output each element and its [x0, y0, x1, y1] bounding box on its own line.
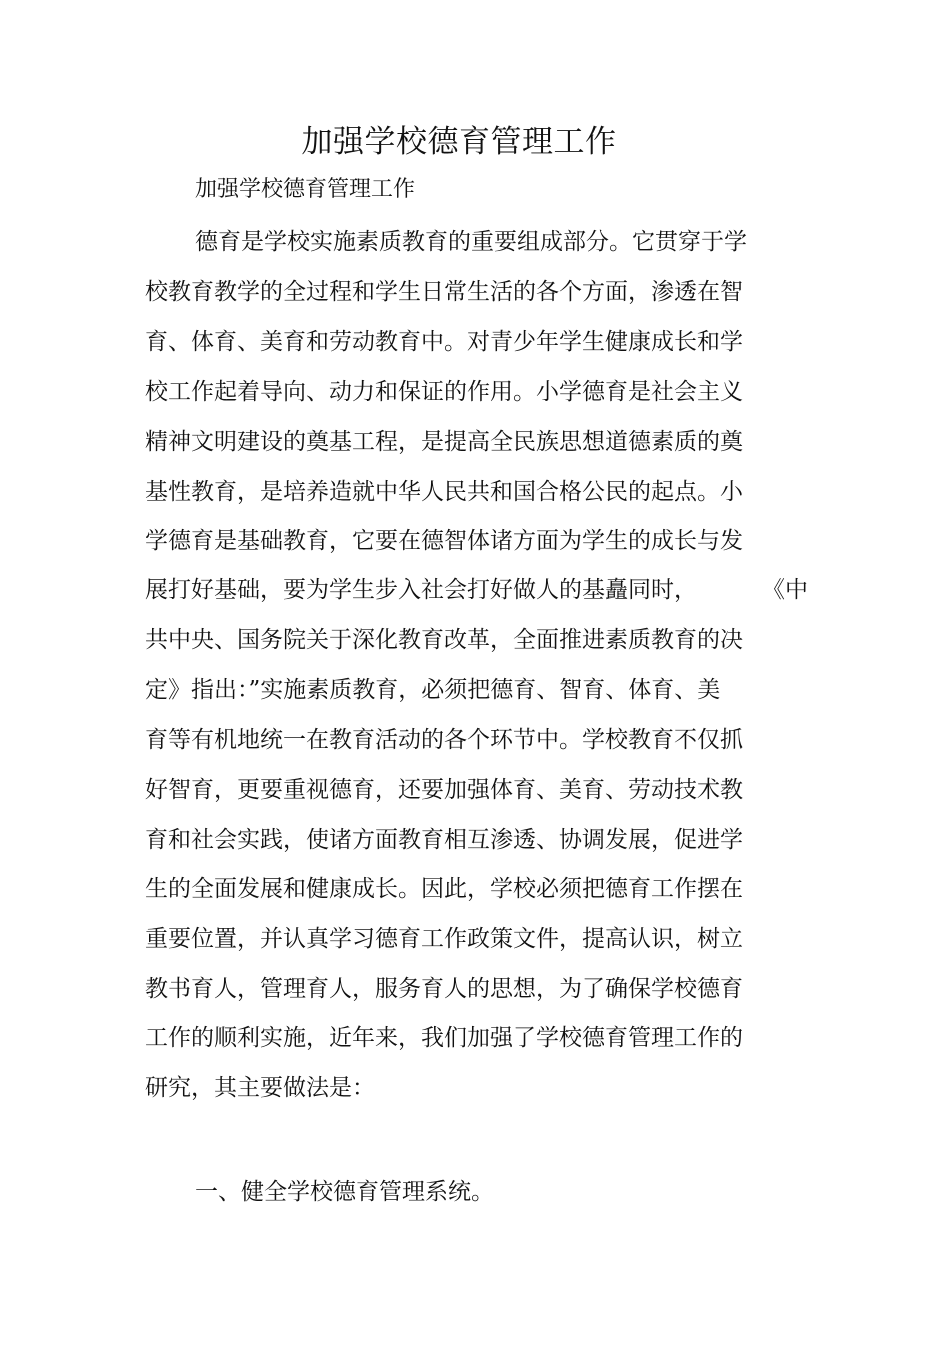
- paragraph-line: 育等有机地统一在教育活动的各个环节中。学校教育不仅抓: [145, 727, 743, 753]
- section-heading: 一、健全学校德育管理系统。: [195, 1179, 494, 1205]
- paragraph-line: 好智育，更要重视德育，还要加强体育、美育、劳动技术教: [145, 777, 743, 803]
- paragraph-line: 育和社会实践，使诸方面教育相互渗透、协调发展，促进学: [145, 827, 743, 853]
- paragraph-line: 定》指出：”实施素质教育，必须把德育、智育、体育、美: [145, 677, 721, 703]
- paragraph-line: 生的全面发展和健康成长。因此，学校必须把德育工作摆在: [145, 876, 743, 902]
- paragraph-line: 基性教育，是培养造就中华人民共和国合格公民的起点。小: [145, 479, 743, 505]
- paragraph-line: 育、体育、美育和劳动教育中。对青少年学生健康成长和学: [145, 329, 743, 355]
- paragraph-line: 德育是学校实施素质教育的重要组成部分。它贯穿于学: [195, 229, 747, 255]
- paragraph-line: 研究，其主要做法是：: [145, 1075, 375, 1101]
- document-title: 加强学校德育管理工作: [301, 124, 617, 160]
- paragraph-line-trailing-text: 《中: [762, 577, 808, 603]
- paragraph-line: 校教育教学的全过程和学生日常生活的各个方面，渗透在智: [145, 279, 743, 305]
- paragraph-line: 教书育人，管理育人，服务育人的思想，为了确保学校德育: [145, 976, 743, 1002]
- paragraph-line: 展打好基础，要为学生步入社会打好做人的基矗同时，: [145, 577, 697, 603]
- paragraph-line: 学德育是基础教育，它要在德智体诸方面为学生的成长与发: [145, 528, 743, 554]
- paragraph-line: 工作的顺利实施，近年来，我们加强了学校德育管理工作的: [145, 1025, 743, 1051]
- paragraph-line: 精神文明建设的奠基工程，是提高全民族思想道德素质的奠: [145, 429, 743, 455]
- paragraph-line: 校工作起着导向、动力和保证的作用。小学德育是社会主义: [145, 379, 743, 405]
- paragraph-line: 共中央、国务院关于深化教育改革，全面推进素质教育的决: [145, 627, 743, 653]
- paragraph-line: 重要位置，并认真学习德育工作政策文件，提高认识，树立: [145, 926, 743, 952]
- document-subtitle: 加强学校德育管理工作: [195, 177, 416, 202]
